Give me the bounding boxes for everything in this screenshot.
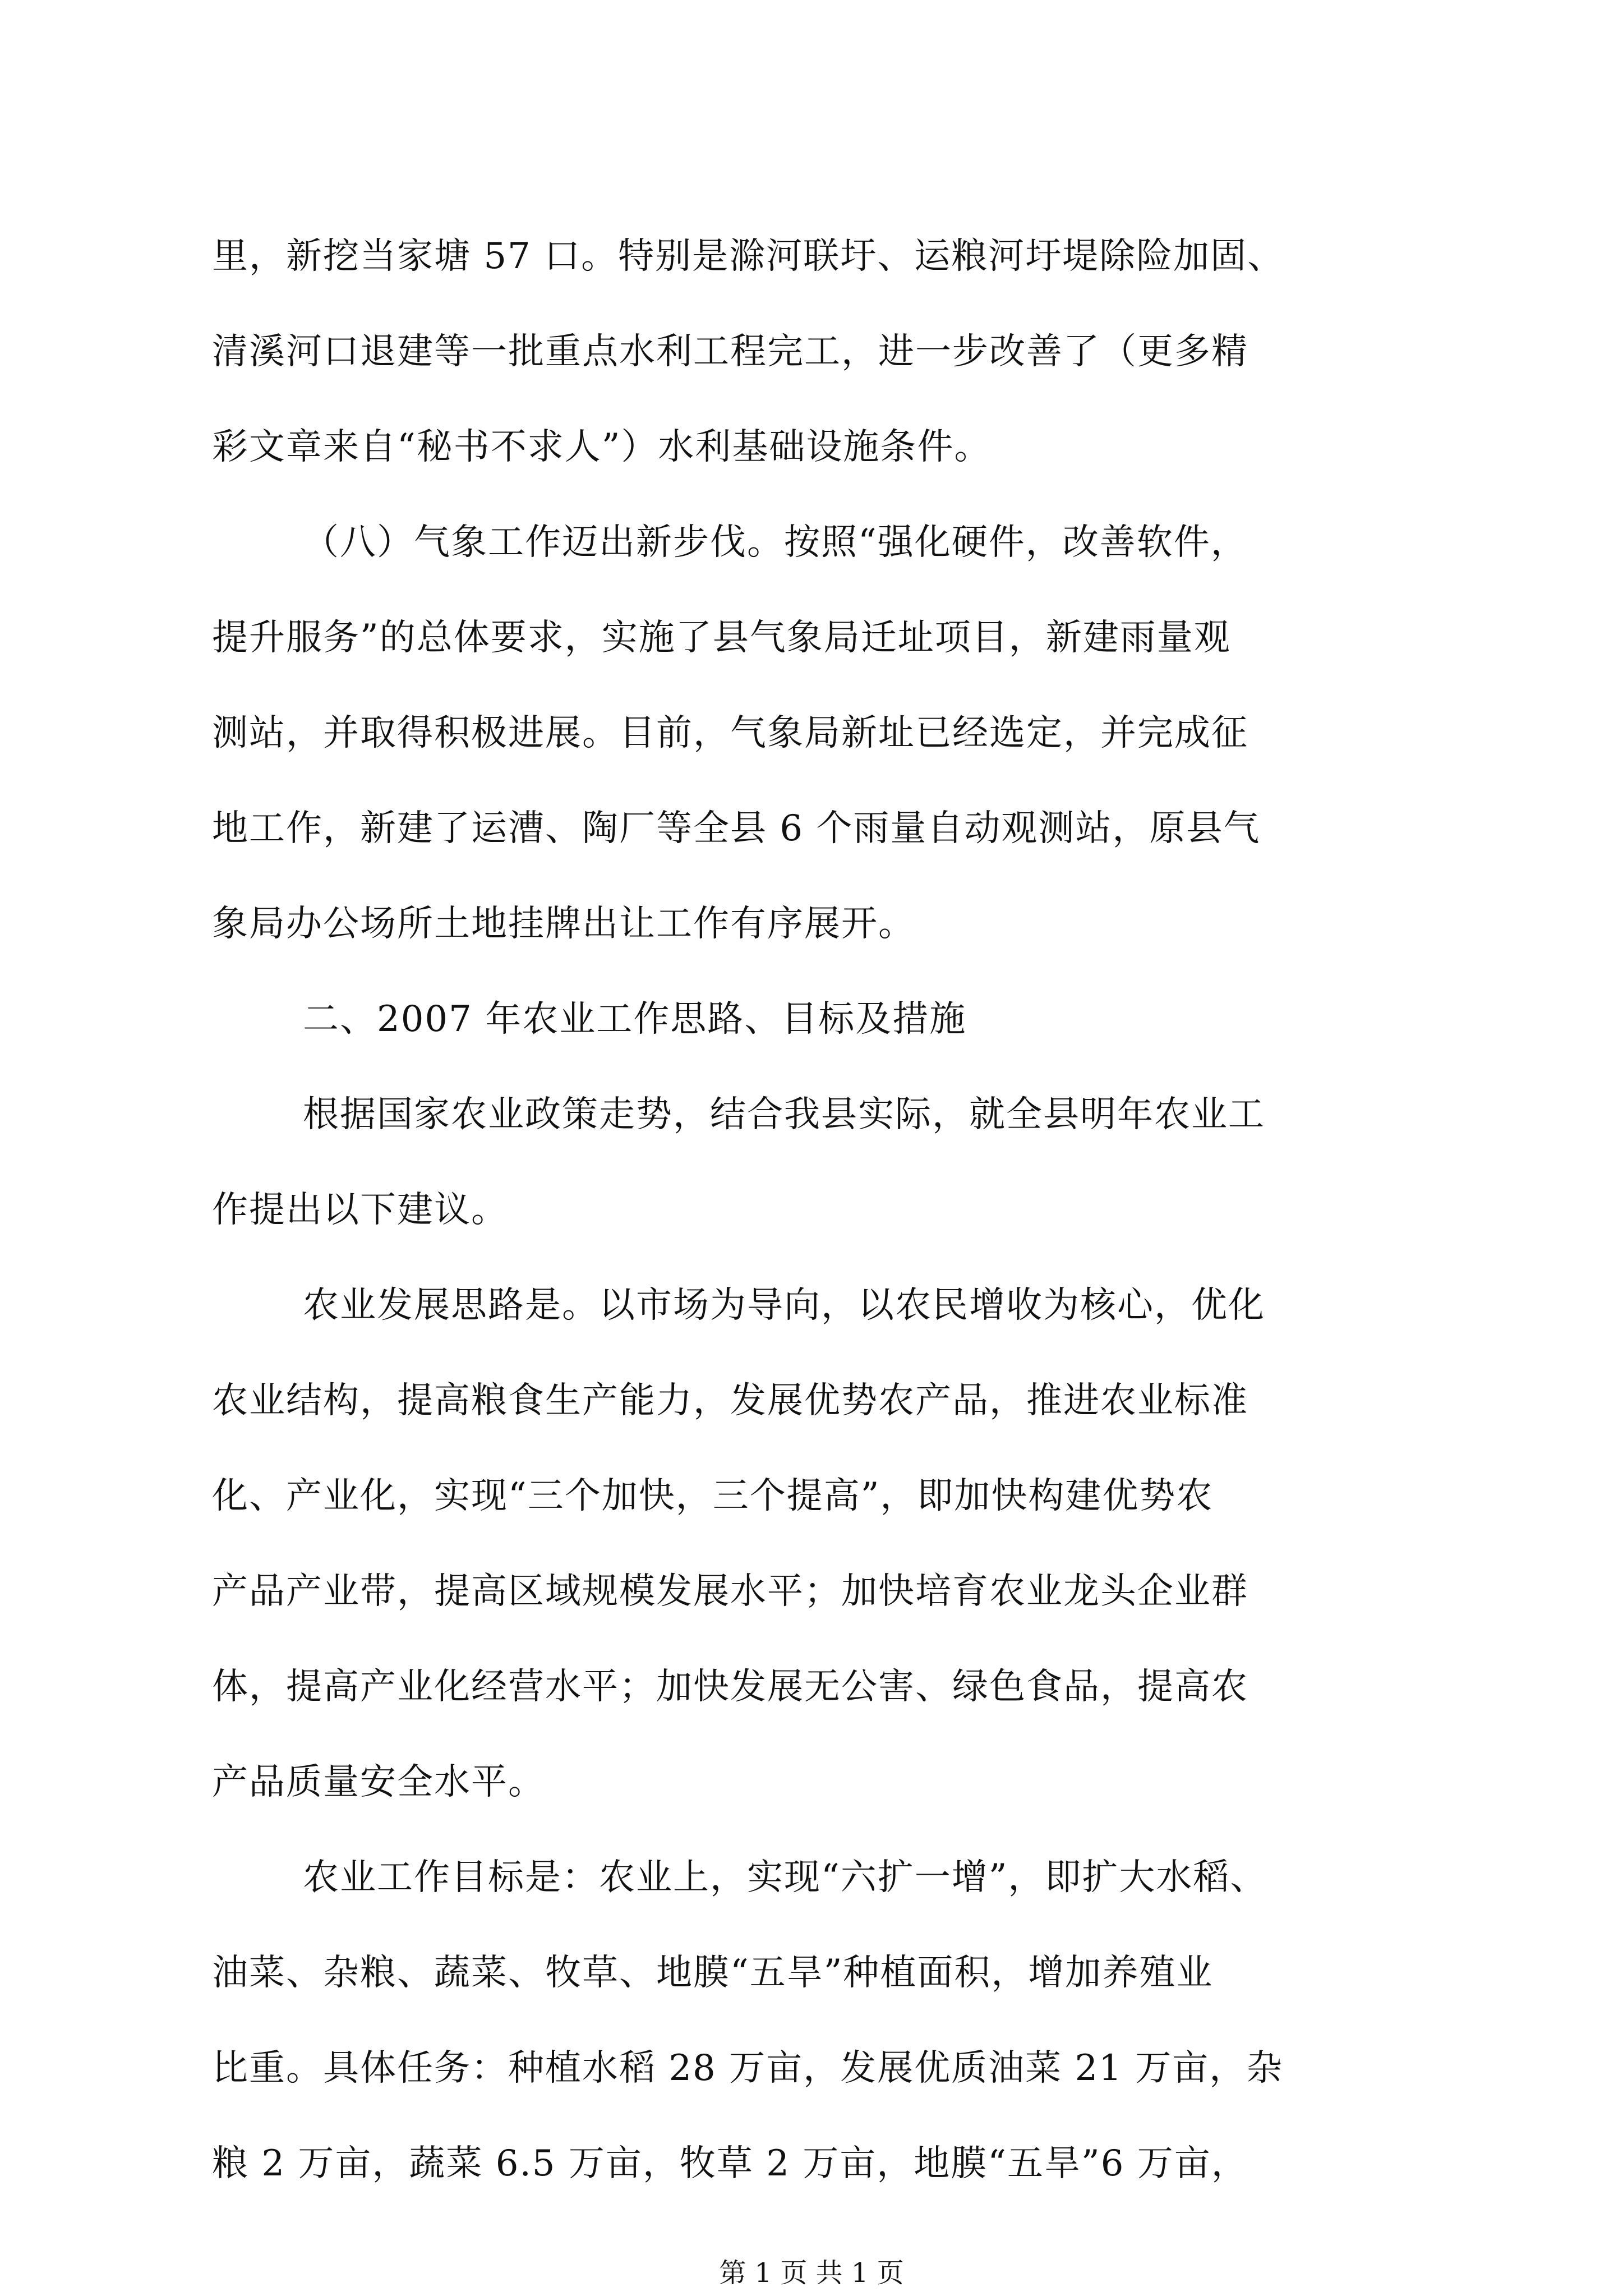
text-line: 农业发展思路是。以市场为导向，以农民增收为核心，优化 — [303, 1285, 1265, 1326]
paragraph-heading: （八）气象工作迈出新步伐。按照“强化硬件，改善软件， — [303, 522, 1248, 563]
text-line: 测站，并取得积极进展。目前，气象局新址已经选定，并完成征 — [212, 712, 1248, 754]
text-line: 彩文章来自“秘书不求人”）水利基础设施条件。 — [212, 426, 992, 468]
text-line: 农业工作目标是：农业上，实现“六扩一增”，即扩大水稻、 — [303, 1857, 1267, 1898]
text-line: 产品质量安全水平。 — [212, 1761, 545, 1803]
text-line: 农业结构，提高粮食生产能力，发展优势农产品，推进农业标准 — [212, 1380, 1248, 1421]
text-line: 粮 2 万亩，蔬菜 6.5 万亩，牧草 2 万亩，地膜“五旱”6 万亩， — [212, 2143, 1248, 2184]
text-line: 根据国家农业政策走势，结合我县实际，就全县明年农业工 — [303, 1094, 1265, 1135]
text-line: 提升服务”的总体要求，实施了县气象局迁址项目，新建雨量观 — [212, 617, 1231, 659]
text-line: 清溪河口退建等一批重点水利工程完工，进一步改善了（更多精 — [212, 331, 1248, 372]
text-line: 化、产业化，实现“三个加快，三个提高”，即加快构建优势农 — [212, 1475, 1214, 1517]
text-line: 里，新挖当家塘 57 口。特别是滁河联圩、运粮河圩堤除险加固、 — [212, 236, 1285, 277]
text-line: 比重。具体任务：种植水稻 28 万亩，发展优质油菜 21 万亩，杂 — [212, 2047, 1284, 2089]
text-line: 油菜、杂粮、蔬菜、牧草、地膜“五旱”种植面积，增加养殖业 — [212, 1952, 1214, 1994]
text-line: 作提出以下建议。 — [212, 1189, 508, 1231]
text-line: 地工作，新建了运漕、陶厂等全县 6 个雨量自动观测站，原县气 — [212, 808, 1261, 849]
section-heading: 二、2007 年农业工作思路、目标及措施 — [303, 999, 967, 1040]
page-number-footer: 第 1 页 共 1 页 — [719, 2257, 904, 2289]
text-line: 象局办公场所土地挂牌出让工作有序展开。 — [212, 903, 915, 945]
text-line: 体，提高产业化经营水平；加快发展无公害、绿色食品，提高农 — [212, 1666, 1248, 1708]
text-line: 产品产业带，提高区域规模发展水平；加快培育农业龙头企业群 — [212, 1571, 1248, 1612]
